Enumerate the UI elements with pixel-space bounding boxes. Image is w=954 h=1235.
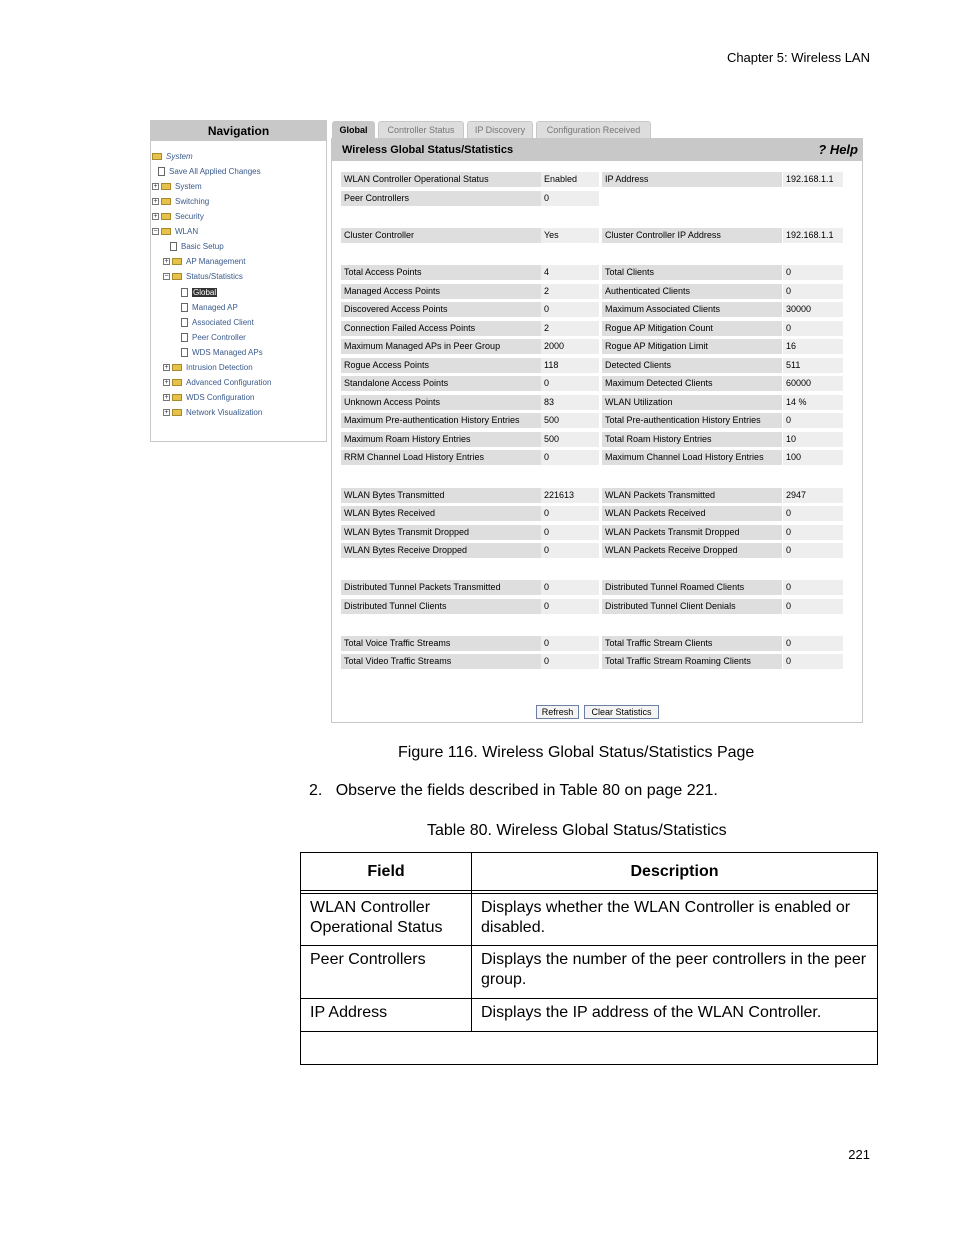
stat-value: 0 xyxy=(783,506,843,521)
stat-label: RRM Channel Load History Entries xyxy=(341,450,541,465)
stat-value: 0 xyxy=(783,284,843,299)
stat-value: 0 xyxy=(783,265,843,280)
stat-label: WLAN Packets Transmitted xyxy=(602,488,782,503)
table-caption: Table 80. Wireless Global Status/Statistics xyxy=(427,822,727,839)
stat-label: Maximum Managed APs in Peer Group xyxy=(341,339,541,354)
nav-tree-label: WDS Configuration xyxy=(186,393,255,402)
stat-value: 0 xyxy=(783,580,843,595)
panel-header xyxy=(332,139,862,161)
folder-icon xyxy=(161,213,171,220)
folder-icon xyxy=(172,258,182,265)
description-cell: Displays whether the WLAN Controller is enabled or disabled. xyxy=(472,894,878,946)
nav-tree-item[interactable] xyxy=(163,408,262,417)
stat-label: WLAN Bytes Receive Dropped xyxy=(341,543,541,558)
description-cell: Displays the number of the peer controllers in the peer group. xyxy=(472,946,878,999)
field-cell: Peer Controllers xyxy=(301,946,472,999)
stat-value: 60000 xyxy=(783,376,843,391)
page-icon xyxy=(158,167,165,176)
tab-item[interactable]: Global xyxy=(332,121,375,138)
field-cell: IP Address xyxy=(301,999,472,1032)
nav-tree-item[interactable] xyxy=(181,348,263,357)
stat-value: 511 xyxy=(783,358,843,373)
folder-icon xyxy=(172,394,182,401)
stat-label: WLAN Utilization xyxy=(602,395,782,410)
stat-label: Total Voice Traffic Streams xyxy=(341,636,541,651)
refresh-button[interactable]: Refresh xyxy=(536,705,579,719)
stat-label: WLAN Bytes Transmit Dropped xyxy=(341,525,541,540)
stat-label: Discovered Access Points xyxy=(341,302,541,317)
description-table xyxy=(300,852,878,1065)
description-cell: Displays the IP address of the WLAN Controller. xyxy=(472,999,878,1032)
stat-value: 100 xyxy=(783,450,843,465)
folder-icon xyxy=(172,409,182,416)
nav-tree-label: Security xyxy=(175,212,204,221)
stat-label: Total Roam History Entries xyxy=(602,432,782,447)
field-cell: WLAN Controller Operational Status xyxy=(301,894,472,946)
step-instruction xyxy=(309,782,718,800)
stat-label: WLAN Bytes Received xyxy=(341,506,541,521)
stat-value: 500 xyxy=(541,413,599,428)
expand-icon[interactable]: + xyxy=(153,183,158,190)
nav-tree-item[interactable] xyxy=(152,197,209,206)
stat-label: WLAN Packets Received xyxy=(602,506,782,521)
nav-tree-item[interactable] xyxy=(163,272,243,281)
stat-label: Total Clients xyxy=(602,265,782,280)
stat-label: Total Traffic Stream Roaming Clients xyxy=(602,654,782,669)
nav-tree-label: WDS Managed APs xyxy=(192,348,263,357)
page-number: 221 xyxy=(848,1147,870,1162)
stat-value: 0 xyxy=(783,599,843,614)
stat-value: 0 xyxy=(783,321,843,336)
stat-label: Maximum Pre-authentication History Entries xyxy=(341,413,541,428)
stat-value: 0 xyxy=(541,302,599,317)
stat-label: Cluster Controller xyxy=(341,228,541,243)
stat-value: 0 xyxy=(541,543,599,558)
folder-icon xyxy=(161,228,171,235)
page-icon xyxy=(170,242,177,251)
nav-tree-item[interactable] xyxy=(181,288,217,297)
stat-value: 0 xyxy=(541,450,599,465)
table-row xyxy=(301,999,878,1032)
stat-value: 16 xyxy=(783,339,843,354)
stat-value: 0 xyxy=(541,506,599,521)
clear-statistics-button[interactable]: Clear Statistics xyxy=(584,705,659,719)
folder-icon xyxy=(172,364,182,371)
stat-label: WLAN Packets Receive Dropped xyxy=(602,543,782,558)
tab-item[interactable]: IP Discovery xyxy=(467,121,533,138)
figure-caption: Figure 116. Wireless Global Status/Statistics Page xyxy=(398,744,755,761)
nav-tree-item[interactable] xyxy=(152,152,193,161)
stat-value: 221613 xyxy=(541,488,599,503)
folder-icon xyxy=(161,198,171,205)
stat-value: 0 xyxy=(541,636,599,651)
table-row xyxy=(301,894,878,946)
expand-icon[interactable]: + xyxy=(153,213,158,220)
tab-item[interactable]: Controller Status xyxy=(378,121,464,138)
expand-icon[interactable]: + xyxy=(164,409,169,416)
nav-tree-label: Save All Applied Changes xyxy=(169,167,261,176)
page-icon xyxy=(181,303,188,312)
nav-tree-label: Status/Statistics xyxy=(186,272,243,281)
stat-label: Distributed Tunnel Client Denials xyxy=(602,599,782,614)
stat-label: WLAN Controller Operational Status xyxy=(341,172,541,187)
description-column-header: Description xyxy=(472,853,878,891)
folder-icon xyxy=(152,153,162,160)
nav-tree-item[interactable] xyxy=(181,333,246,342)
stat-value: 0 xyxy=(783,413,843,428)
nav-tree-item[interactable] xyxy=(158,167,261,176)
stat-label: Unknown Access Points xyxy=(341,395,541,410)
stat-value: 0 xyxy=(783,543,843,558)
stat-value: 0 xyxy=(783,654,843,669)
nav-tree-label: Switching xyxy=(175,197,210,206)
stat-label: Total Access Points xyxy=(341,265,541,280)
nav-tree-label: System xyxy=(166,152,193,161)
collapse-icon[interactable]: − xyxy=(153,228,158,235)
nav-tree-item[interactable] xyxy=(181,303,238,312)
expand-icon[interactable]: + xyxy=(164,258,169,265)
stat-value: 0 xyxy=(541,599,599,614)
stat-value: 14 % xyxy=(783,395,843,410)
stat-value: 192.168.1.1 xyxy=(783,228,843,243)
page-icon xyxy=(181,318,188,327)
stat-label: IP Address xyxy=(602,172,782,187)
stat-label: Connection Failed Access Points xyxy=(341,321,541,336)
nav-tree-label: Global xyxy=(193,288,217,297)
stat-value: 0 xyxy=(783,525,843,540)
field-column-header: Field xyxy=(301,853,472,891)
chapter-header: Chapter 5: Wireless LAN xyxy=(726,50,870,65)
stat-value: 83 xyxy=(541,395,599,410)
nav-tree-label: Associated Client xyxy=(192,318,254,327)
expand-icon[interactable]: + xyxy=(164,394,169,401)
tab-item[interactable]: Configuration Received xyxy=(536,121,651,138)
nav-tree-item[interactable] xyxy=(181,318,254,327)
stat-value: 4 xyxy=(541,265,599,280)
stat-label: Authenticated Clients xyxy=(602,284,782,299)
stat-value: 500 xyxy=(541,432,599,447)
stat-label: Peer Controllers xyxy=(341,191,541,206)
stat-label: Distributed Tunnel Packets Transmitted xyxy=(341,580,541,595)
nav-tree-label: Basic Setup xyxy=(181,242,224,251)
nav-tree-label: WLAN xyxy=(175,227,199,236)
folder-icon xyxy=(172,379,182,386)
stat-label: Maximum Roam History Entries xyxy=(341,432,541,447)
nav-tree-label: Intrusion Detection xyxy=(186,363,253,372)
page-icon xyxy=(181,348,188,357)
stat-label: Distributed Tunnel Clients xyxy=(341,599,541,614)
folder-icon xyxy=(161,183,171,190)
nav-tree-label: Managed AP xyxy=(192,303,238,312)
stat-value: 192.168.1.1 xyxy=(783,172,843,187)
stat-label: Maximum Detected Clients xyxy=(602,376,782,391)
stat-label: Total Traffic Stream Clients xyxy=(602,636,782,651)
stat-value: 2 xyxy=(541,284,599,299)
stat-value: 10 xyxy=(783,432,843,447)
expand-icon[interactable]: + xyxy=(164,364,169,371)
table-row xyxy=(301,946,878,999)
stat-label: WLAN Bytes Transmitted xyxy=(341,488,541,503)
nav-tree-item[interactable] xyxy=(170,242,224,251)
nav-tree-item[interactable] xyxy=(152,182,202,191)
stat-label: Standalone Access Points xyxy=(341,376,541,391)
stat-value: 118 xyxy=(541,358,599,373)
expand-icon[interactable]: + xyxy=(164,379,169,386)
empty-cell xyxy=(301,1032,878,1065)
stat-label: Distributed Tunnel Roamed Clients xyxy=(602,580,782,595)
table-row-empty xyxy=(301,1032,878,1065)
nav-tree-item[interactable] xyxy=(163,393,254,402)
stat-value: 0 xyxy=(541,580,599,595)
stat-label: Maximum Associated Clients xyxy=(602,302,782,317)
nav-tree-item[interactable] xyxy=(163,378,271,387)
stat-label: Rogue AP Mitigation Limit xyxy=(602,339,782,354)
stat-label: Rogue AP Mitigation Count xyxy=(602,321,782,336)
stat-value: 0 xyxy=(541,376,599,391)
nav-tree-item[interactable] xyxy=(152,227,198,236)
page-icon xyxy=(181,333,188,342)
stat-value: 2947 xyxy=(783,488,843,503)
step-text: Observe the fields described in Table 80 on page 221. xyxy=(335,782,718,799)
page-icon xyxy=(181,288,188,297)
navigation-title: Navigation xyxy=(151,121,326,141)
nav-tree-label: System xyxy=(175,182,202,191)
nav-tree-item[interactable] xyxy=(152,212,204,221)
nav-tree-item[interactable] xyxy=(163,257,245,266)
stat-label: Cluster Controller IP Address xyxy=(602,228,782,243)
step-number: 2. xyxy=(309,782,323,799)
stat-label: Maximum Channel Load History Entries xyxy=(602,450,782,465)
stat-label: WLAN Packets Transmit Dropped xyxy=(602,525,782,540)
stat-label: Detected Clients xyxy=(602,358,782,373)
stat-label: Total Pre-authentication History Entries xyxy=(602,413,782,428)
stat-value: 0 xyxy=(541,654,599,669)
stat-label: Total Video Traffic Streams xyxy=(341,654,541,669)
stat-value: 0 xyxy=(541,191,599,206)
stat-value: Enabled xyxy=(541,172,599,187)
panel-title: Wireless Global Status/Statistics xyxy=(342,144,514,156)
nav-tree-label: Advanced Configuration xyxy=(186,378,272,387)
folder-icon xyxy=(172,273,182,280)
nav-tree-item[interactable] xyxy=(163,363,253,372)
stat-value: 30000 xyxy=(783,302,843,317)
stat-value: Yes xyxy=(541,228,599,243)
nav-tree-label: Peer Controller xyxy=(192,333,246,342)
nav-tree-label: Network Visualization xyxy=(186,408,263,417)
expand-icon[interactable]: + xyxy=(153,198,158,205)
help-link[interactable]: ? Help xyxy=(818,142,858,157)
stat-label: Rogue Access Points xyxy=(341,358,541,373)
stat-value: 0 xyxy=(783,636,843,651)
stat-value: 0 xyxy=(541,525,599,540)
nav-tree-label: AP Management xyxy=(186,257,246,266)
stat-label: Managed Access Points xyxy=(341,284,541,299)
stat-value: 2 xyxy=(541,321,599,336)
collapse-icon[interactable]: − xyxy=(164,273,169,280)
stat-value: 2000 xyxy=(541,339,599,354)
